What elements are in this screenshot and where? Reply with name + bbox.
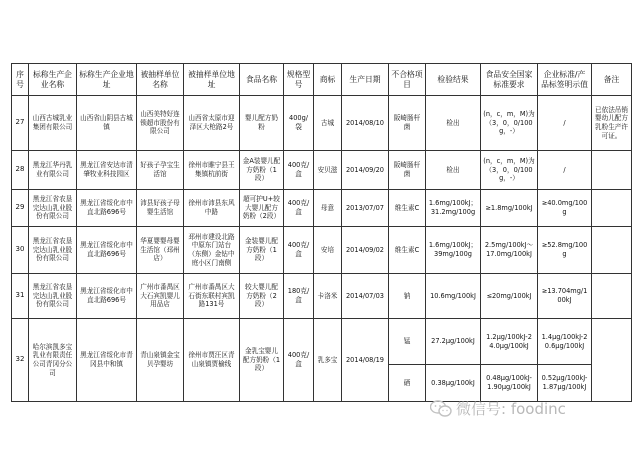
wechat-icon — [430, 400, 452, 418]
header-note: 备注 — [592, 64, 632, 96]
cell-company: 黑龙江省农垦完达山乳业股份有限公司 — [29, 190, 77, 227]
cell-spec: 400克/盒 — [284, 151, 314, 190]
watermark-text: 微信号: foodinc — [456, 400, 566, 418]
cell-brand: 安培 — [314, 227, 342, 274]
cell-national-standard: 2.5mg/100kJ～17.0mg/100kJ — [481, 227, 538, 274]
cell-company-address: 黑龙江省绥化市青冈县中和镇 — [77, 319, 137, 402]
cell-sampled-address: 徐州市贾汪区青山泉镇贾榆线 — [184, 319, 240, 402]
cell-failed-item: 阪崎肠杆菌 — [389, 96, 426, 151]
header-sampled-address: 被抽样单位地址 — [184, 64, 240, 96]
cell-national-standard: (n，c，m，M)为（3，0，0/100g，-） — [481, 96, 538, 151]
cell-test-result: 检出 — [426, 151, 481, 190]
header-national-standard: 食品安全国家标准要求 — [481, 64, 538, 96]
table-row — [12, 96, 632, 151]
cell-sampled-address: 邳州市建设北路中原东门站台（东侧）金钻中庭小区门南侧 — [184, 227, 240, 274]
cell-national-standard: (n，c，m，M)为（3，0，0/100g，-） — [481, 151, 538, 190]
cell-sampled-unit: 山西美特好连锁超市股份有限公司 — [137, 96, 184, 151]
cell-production-date: 2014/08/19 — [342, 319, 389, 402]
header-no: 序号 — [12, 64, 29, 96]
cell-enterprise-standard: / — [538, 151, 592, 190]
cell-failed-item: 钠 — [389, 274, 426, 319]
cell-note: 已依法吊销婴幼儿配方乳粉生产许可证。 — [592, 96, 632, 151]
cell-brand: 母意 — [314, 190, 342, 227]
cell-sampled-address: 徐州市睢宁县王集镇杭前街 — [184, 151, 240, 190]
cell-company: 山西古城乳业集团有限公司 — [29, 96, 77, 151]
cell-sampled-address: 山西省太原市迎泽区大枪路2号 — [184, 96, 240, 151]
inspection-table — [11, 63, 632, 402]
cell-test-result: 1.6mg/100kJ；39mg/100g — [426, 227, 481, 274]
cell-sampled-address: 徐州市沛县东风中路 — [184, 190, 240, 227]
cell-food-name: 金装婴儿配方奶粉（1段） — [240, 227, 284, 274]
cell-production-date: 2014/09/20 — [342, 151, 389, 190]
header-enterprise-standard: 企业标准/产品标签明示值 — [538, 64, 592, 96]
cell-test-result: 27.2μg/100kJ — [426, 319, 481, 365]
cell-company-address: 山西省山阴县古城镇 — [77, 96, 137, 151]
cell-production-date: 2014/08/10 — [342, 96, 389, 151]
cell-enterprise-standard: ≥13.704mg/100kJ — [538, 274, 592, 319]
cell-national-standard: 1.2μg/100kJ-24.0μg/100kJ — [481, 319, 538, 365]
cell-enterprise-standard: 1.4μg/100kJ-20.6μg/100kJ — [538, 319, 592, 365]
cell-company-address: 黑龙江省绥化市中直北路696号 — [77, 227, 137, 274]
cell-note — [592, 274, 632, 319]
cell-brand: 乳多宝 — [314, 319, 342, 402]
cell-brand: 安贝滋 — [314, 151, 342, 190]
cell-no: 30 — [12, 227, 29, 274]
header-production-date: 生产日期 — [342, 64, 389, 96]
cell-national-standard: ≥1.8mg/100kJ — [481, 190, 538, 227]
cell-spec: 400g/袋 — [284, 96, 314, 151]
cell-sampled-unit: 华夏婴婴母婴生活馆（邳州店） — [137, 227, 184, 274]
table-row — [12, 319, 632, 365]
cell-note — [592, 190, 632, 227]
cell-failed-item: 维生素C — [389, 227, 426, 274]
cell-no: 28 — [12, 151, 29, 190]
cell-spec: 400克/盒 — [284, 319, 314, 402]
cell-company-address: 黑龙江省绥化市中直北路696号 — [77, 190, 137, 227]
table-row — [12, 151, 632, 190]
cell-sampled-unit: 好孩子孕宝生活馆 — [137, 151, 184, 190]
cell-enterprise-standard: 0.52μg/100kJ-1.87μg/100kJ — [538, 365, 592, 402]
cell-company-address: 黑龙江省安达市清肇牧业科技园区 — [77, 151, 137, 190]
table-row — [12, 227, 632, 274]
cell-enterprise-standard: ≥40.0mg/100g — [538, 190, 592, 227]
cell-food-name: 超可护U+较大婴儿配方奶粉（2段） — [240, 190, 284, 227]
cell-production-date: 2013/07/07 — [342, 190, 389, 227]
cell-note — [592, 319, 632, 402]
cell-failed-item: 硒 — [389, 365, 426, 402]
cell-sampled-unit: 沛县好孩子母婴生活馆 — [137, 190, 184, 227]
header-spec: 规格型号 — [284, 64, 314, 96]
cell-failed-item: 锰 — [389, 319, 426, 365]
cell-failed-item: 阪崎肠杆菌 — [389, 151, 426, 190]
cell-national-standard: ≤20mg/100kJ — [481, 274, 538, 319]
header-food-name: 食品名称 — [240, 64, 284, 96]
header-company-address: 标称生产企业地址 — [77, 64, 137, 96]
cell-brand: 卡洛米 — [314, 274, 342, 319]
cell-food-name: 婴儿配方奶粉 — [240, 96, 284, 151]
cell-spec: 400克/盒 — [284, 227, 314, 274]
cell-company: 黑龙江省农垦完达山乳业股份有限公司 — [29, 227, 77, 274]
cell-food-name: 较大婴儿配方奶粉（2段） — [240, 274, 284, 319]
cell-company-address: 黑龙江省绥化市中直北路696号 — [77, 274, 137, 319]
cell-note — [592, 151, 632, 190]
header-failed-item: 不合格项目 — [389, 64, 426, 96]
table-row — [12, 274, 632, 319]
cell-production-date: 2014/09/02 — [342, 227, 389, 274]
cell-enterprise-standard: ≥52.8mg/100g — [538, 227, 592, 274]
cell-brand: 古城 — [314, 96, 342, 151]
header-brand: 商标 — [314, 64, 342, 96]
inspection-table-container — [11, 63, 631, 402]
header-sampled-unit: 被抽样单位名称 — [137, 64, 184, 96]
table-header-row — [12, 64, 632, 96]
cell-sampled-unit: 青山泉镇金宝贝孕婴坊 — [137, 319, 184, 402]
cell-no: 29 — [12, 190, 29, 227]
cell-note — [592, 227, 632, 274]
header-test-result: 检验结果 — [426, 64, 481, 96]
cell-sampled-unit: 广州市番禺区大石宾凯婴儿用品店 — [137, 274, 184, 319]
cell-test-result: 0.38μg/100kJ — [426, 365, 481, 402]
cell-food-name: 金乳宝婴儿配方奶粉（1段） — [240, 319, 284, 402]
wechat-watermark — [430, 398, 566, 419]
cell-spec: 180克/盒 — [284, 274, 314, 319]
cell-spec: 400克/盒 — [284, 190, 314, 227]
cell-company: 黑龙江省农垦完达山乳业股份有限公司 — [29, 274, 77, 319]
cell-test-result: 检出 — [426, 96, 481, 151]
table-row — [12, 190, 632, 227]
cell-no: 31 — [12, 274, 29, 319]
cell-national-standard: 0.48μg/100kJ-1.90μg/100kJ — [481, 365, 538, 402]
cell-company: 黑龙江华丹乳业有限公司 — [29, 151, 77, 190]
cell-enterprise-standard: / — [538, 96, 592, 151]
cell-no: 27 — [12, 96, 29, 151]
cell-test-result: 1.6mg/100kJ；31.2mg/100g — [426, 190, 481, 227]
cell-test-result: 10.6mg/100kJ — [426, 274, 481, 319]
cell-no: 32 — [12, 319, 29, 402]
cell-sampled-address: 广州市番禺区大石街东联村宾凯路131号 — [184, 274, 240, 319]
cell-failed-item: 维生素C — [389, 190, 426, 227]
cell-company: 哈尔滨凯多宝乳业有限责任公司青冈分公司 — [29, 319, 77, 402]
cell-production-date: 2014/07/03 — [342, 274, 389, 319]
cell-food-name: 金A装婴儿配方奶粉（1段） — [240, 151, 284, 190]
header-company: 标称生产企业名称 — [29, 64, 77, 96]
